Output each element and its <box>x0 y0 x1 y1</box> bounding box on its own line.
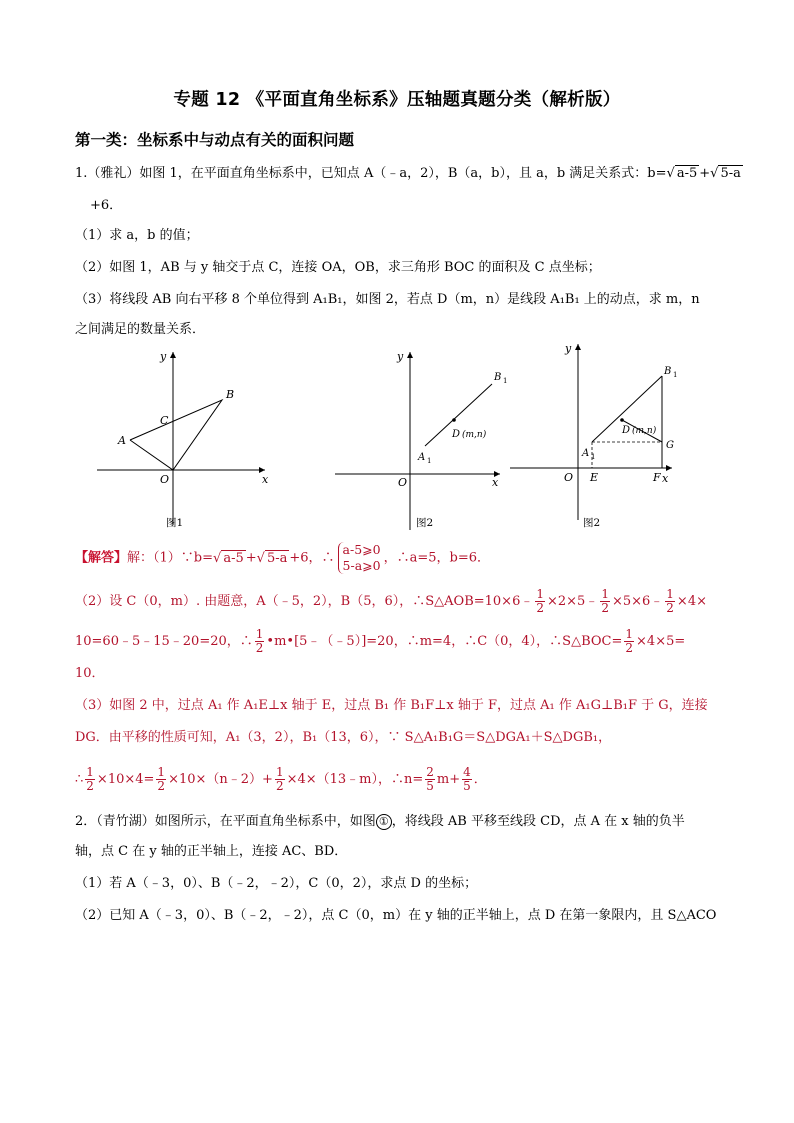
svg-text:O: O <box>160 473 170 486</box>
figures <box>0 340 794 540</box>
svg-text:1: 1 <box>427 457 432 465</box>
svg-text:O: O <box>398 476 408 489</box>
svg-text:y: y <box>160 350 167 363</box>
q1-part2: （2）如图 1，AB 与 y 轴交于点 C，连接 OA，OB，求三角形 BOC 的面积及 C 点坐标； <box>75 260 601 275</box>
q1-stem-cont: +6． <box>90 198 123 213</box>
svg-text:图2: 图2 <box>583 517 601 529</box>
answer-line-6: DG．由平移的性质可知，A₁（3，2），B₁（13，6），∵ S△A₁B₁G＝S△DGA₁＋S△DGB₁， <box>75 730 612 745</box>
figure-2 <box>335 350 507 530</box>
answer-line-4: 10． <box>75 666 105 681</box>
answer-line-1: 【解答】解：（1）∵b=√ a-5 +√ 5-a +6，∴ a-5⩾0 5-a⩾0 ，∴a=5，b=6． <box>75 542 490 573</box>
svg-text:图1: 图1 <box>166 517 184 529</box>
inequality-system: a-5⩾0 5-a⩾0 <box>338 542 381 574</box>
svg-text:(m,n): (m,n) <box>462 430 487 440</box>
figure-3 <box>510 342 677 529</box>
svg-text:O: O <box>564 471 574 484</box>
sqrt-term: √ 5-a <box>710 166 741 181</box>
svg-text:F: F <box>653 471 661 484</box>
q2-stem-cont: 轴，点 C 在 y 轴的正半轴上，连接 AC、BD． <box>75 844 348 859</box>
svg-text:B: B <box>226 388 235 401</box>
svg-text:1: 1 <box>673 371 678 379</box>
svg-text:(m,n): (m,n) <box>632 426 657 436</box>
svg-text:B: B <box>664 366 672 377</box>
svg-text:A: A <box>418 452 426 463</box>
svg-text:1: 1 <box>503 377 508 385</box>
q2-part1: （1）若 A（﹣3，0）、B（﹣2，﹣2），C（0，2），求点 D 的坐标； <box>75 876 478 891</box>
svg-text:x: x <box>262 473 269 486</box>
svg-text:D: D <box>452 429 461 440</box>
section-heading: 第一类：坐标系中与动点有关的面积问题 <box>75 131 355 149</box>
circled-one: ① <box>376 814 392 830</box>
svg-text:G: G <box>666 440 674 451</box>
answer-line-7: ∴ $\frac{1}{2}$ ×10×4= $\frac{1}{2}$ ×10×（n﹣2）+ $\frac{1}{2}$ ×4×（13﹣m），∴n= $\frac{2}{5}$ m+ $\frac{4}{5}$ ． <box>75 765 487 793</box>
page-title: 专题 12 《平面直角坐标系》压轴题真题分类（解析版） <box>173 90 621 110</box>
sqrt-term: √ a-5 <box>666 166 698 181</box>
q2-part2: （2）已知 A（﹣3，0）、B（﹣2，﹣2），点 C（0，m）在 y 轴的正半轴上，点 D 在第一象限内，且 S△ACO <box>75 908 717 923</box>
svg-text:A: A <box>118 434 126 447</box>
q1-stem: 1.（雅礼）如图 1，在平面直角坐标系中，已知点 A（﹣a，2），B（a，b），且 a，b 满足关系式：b=√ a-5 +√ 5-a <box>75 164 743 184</box>
answer-line-5: （3）如图 2 中，过点 A₁ 作 A₁E⊥x 轴于 E，过点 B₁ 作 B₁F⊥x 轴于 F，过点 A₁ 作 A₁G⊥B₁F 于 G，连接 <box>75 698 708 713</box>
svg-text:E: E <box>590 471 599 484</box>
q1-part3: （3）将线段 AB 向右平移 8 个单位得到 A₁B₁，如图 2，若点 D（m，n）是线段 A₁B₁ 上的动点，求 m，n <box>75 292 700 307</box>
answer-line-3: 10=60﹣5﹣15﹣20=20，∴ $\frac{1}{2}$ •m•[5﹣（﹣5）]=20，∴m=4，∴C（0，4），∴S△BOC= $\frac{1}{2}$ ×4×5= <box>75 627 686 655</box>
answer-line-2: （2）设 C（0，m）. 由题意，A（﹣5，2），B（5，6），∴S△AOB=10×6﹣ $\frac{1}{2}$ ×2×5﹣ $\frac{1}{2}$ ×5×6﹣ $\frac{1}{2}$ ×4× <box>75 587 707 615</box>
svg-text:图2: 图2 <box>416 517 434 529</box>
q1-part3-cont: 之间满足的数量关系． <box>75 322 206 337</box>
svg-text:C: C <box>160 414 169 427</box>
svg-text:B: B <box>494 372 502 383</box>
svg-text:D: D <box>622 425 631 436</box>
svg-text:y: y <box>565 342 572 355</box>
q2-stem: 2．（青竹湖）如图所示，在平面直角坐标系中，如图 ① ，将线段 AB 平移至线段 CD，点 A 在 x 轴的负半 <box>75 814 685 829</box>
figure-1 <box>97 350 269 529</box>
q1-part1: （1）求 a，b 的值； <box>75 228 199 243</box>
svg-text:A: A <box>582 448 590 459</box>
svg-text:x: x <box>662 472 669 485</box>
svg-text:1: 1 <box>591 453 596 461</box>
svg-text:x: x <box>492 476 499 489</box>
svg-text:y: y <box>397 350 404 363</box>
